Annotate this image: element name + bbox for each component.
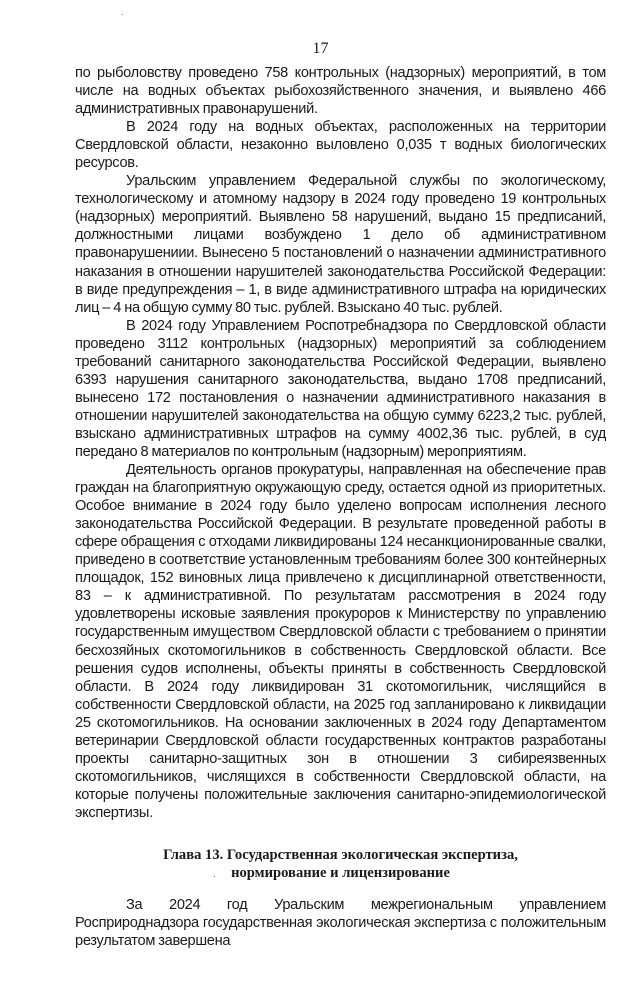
paragraph: по рыболовству проведено 758 контрольных (надзорных) мероприятий, в том числе на водных объектах рыбохозяйственного значения, и выявлено 466 административных правонарушений. [75, 65, 606, 118]
paragraph: В 2024 году Управлением Роспотребнадзора по Свердловской области проведено 3112 контрольных (надзорных) мероприятий за соблюдением требований санитарного законодательства Российской Федерации, выявлено 6393 нарушения санитарного законодательства, выдано 1708 предписаний, вынесено 172 постановления о назначении административного наказания в отношении нарушителей законодательства на общую сумму 6223,2 тыс. рублей, взыскано административных штрафов на сумму 4002,36 тыс. рублей, в суд передано 8 материалов по контрольным (надзорным) мероприятиям. [75, 317, 606, 460]
page-number: 17 [312, 40, 329, 57]
scan-speck [214, 876, 215, 877]
body-text [75, 64, 606, 822]
chapter-heading-line: нормирование и лицензирование [231, 864, 450, 881]
scan-speck [122, 14, 123, 15]
paragraph: Уральским управлением Федеральной службы по экологическому, технологическому и атомному надзору в 2024 году проведено 19 контрольных (надзорных) мероприятий. Выявлено 58 нарушений, выдано 15 предписаний, должностными лицами возбуждено 1 дело об административном правонарушениии. Вынесено 5 постановлений о назначении административного наказания в отношении нарушителей законодательства Российской Федерации: в виде предупреждения – 1, в виде административного штрафа на юридических лиц – 4 на общую сумму 80 тыс. рублей. Взыскано 40 тыс. рублей. [75, 173, 606, 316]
chapter-heading-line: Глава 13. Государственная экологическая экспертиза, [163, 846, 518, 863]
chapter-body-text [75, 896, 606, 950]
chapter-heading [75, 846, 606, 882]
paragraph: В 2024 году на водных объектах, расположенных на территории Свердловской области, незаконно выловлено 0,035 т водных биологических ресурсов. [75, 119, 606, 172]
paragraph: За 2024 год Уральским межрегиональным управлением Росприроднадзора государственная экологическая экспертиза с положительным результатом завершена [75, 896, 606, 950]
paragraph: Деятельность органов прокуратуры, направленная на обеспечение прав граждан на благоприятную окружающую среду, остается одной из приоритетных. Особое внимание в 2024 году было уделено вопросам исполнения лесного законодательства Российской Федерации. В результате проведенной работы в сфере обращения с отходами ликвидированы 124 несанкционированные свалки, приведено в соответствие установленным требованиям более 300 контейнерных площадок, 152 виновных лица привлечено к дисциплинарной ответственности, 83 – к административной. По результатам рассмотрения в 2024 году удовлетворены исковые заявления прокуроров к Министерству по управлению государственным имуществом Свердловской области с требованием о принятии бесхозяйных скотомогильников в собственность Свердловской области. Все решения судов исполнены, объекты приняты в собственность Свердловской области. В 2024 году ликвидирован 31 скотомогильник, числящийся в собственности Свердловской области, на 2025 год запланировано к ликвидации 25 скотомогильников. На основании заключенных в 2024 году Департаментом ветеринарии Свердловской области государственных контрактов разработаны проекты санитарно-защитных зон в отношении 3 сибиреязвенных скотомогильников, числящихся в собственности Свердловской области, на которые получены положительные заключения санитарно-эпидемиологической экспертизы. [75, 462, 606, 821]
